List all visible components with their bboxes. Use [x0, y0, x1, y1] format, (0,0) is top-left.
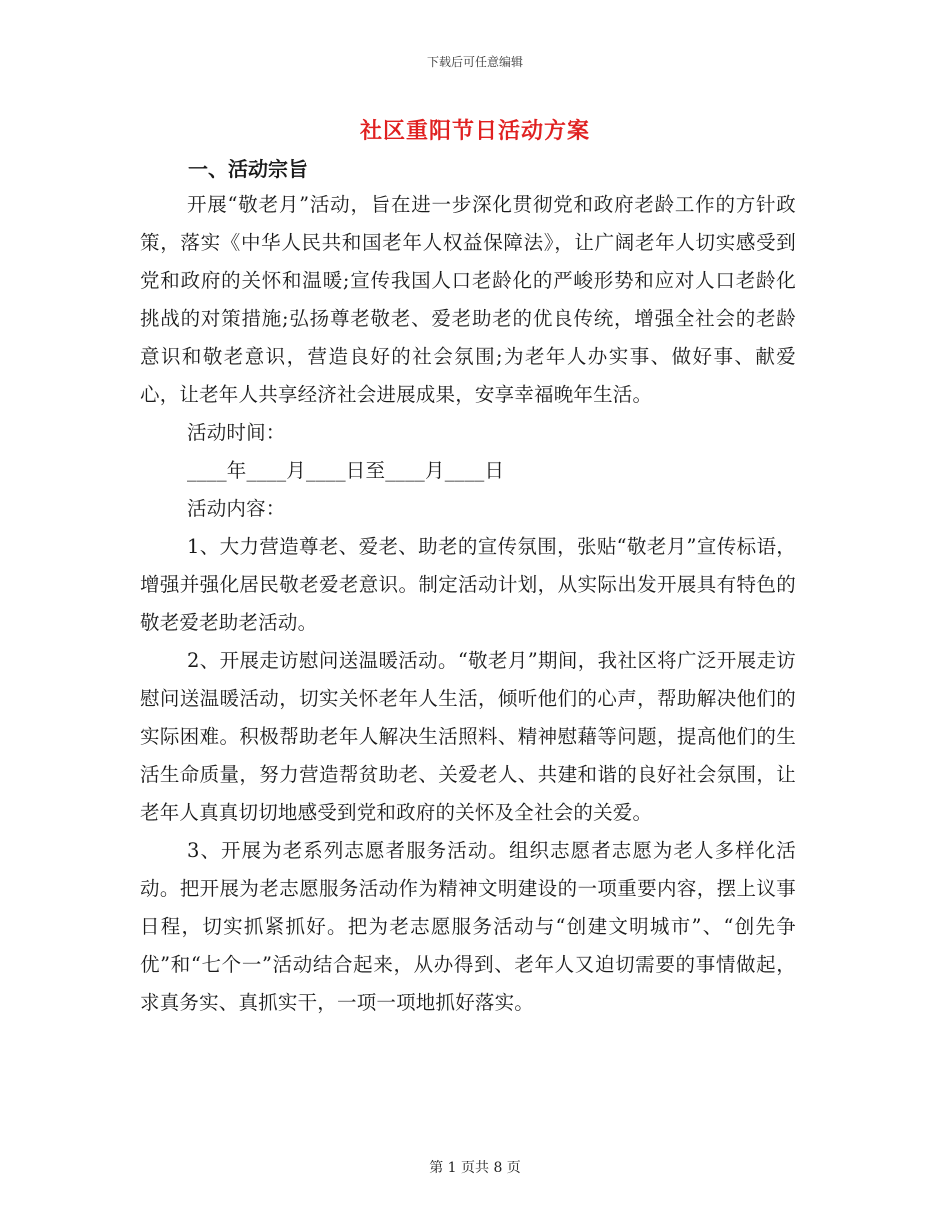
- content-item-3: 3、开展为老系列志愿者服务活动。组织志愿者志愿为老人多样化活动。把开展为老志愿服务活动作为精神文明建设的一项重要内容，摆上议事日程，切实抓紧抓好。把为老志愿服务活动与“创建文明城市”、“创先争优”和“七个一”活动结合起来，从办得到、老年人又迫切需要的事情做起，求真务实、真抓实干，一项一项地抓好落实。: [140, 839, 796, 1014]
- content-item-2: 2、开展走访慰问送温暖活动。“敬老月”期间，我社区将广泛开展走访慰问送温暖活动，切实关怀老年人生活，倾听他们的心声，帮助解决他们的实际困难。积极帮助老年人解决生活照料、精神慰藉等问题，提高他们的生活生命质量，努力营造帮贫助老、关爱老人、共建和谐的良好社会氛围，让老年人真真切切地感受到党和政府的关怀及全社会的关爱。: [140, 649, 796, 824]
- activity-time-value: ____年____月____日至____月____日: [187, 459, 505, 482]
- document-title: 社区重阳节日活动方案: [359, 118, 590, 144]
- section-heading: 一、活动宗旨: [188, 157, 308, 181]
- document-body: [140, 152, 796, 1022]
- header-note: 下载后可任意编辑: [426, 55, 523, 69]
- purpose-paragraph: 开展“敬老月”活动，旨在进一步深化贯彻党和政府老龄工作的方针政策，落实《中华人民共和国老年人权益保障法》，让广阔老年人切实感受到党和政府的关怀和温暖;宣传我国人口老龄化的严峻形势和应对人口老龄化挑战的对策措施;弘扬尊老敬老、爱老助老的优良传统，增强全社会的老龄意识和敬老意识，营造良好的社会氛围;为老年人办实事、做好事、献爱心，让老年人共享经济社会进展成果，安享幸福晚年生活。: [140, 193, 796, 406]
- page-footer: 第 1 页共 8 页: [429, 1160, 521, 1176]
- activity-time-label: 活动时间：: [187, 421, 286, 444]
- activity-content-label: 活动内容：: [187, 497, 286, 520]
- content-item-1: 1、大力营造尊老、爱老、助老的宣传氛围，张贴“敬老月”宣传标语，增强并强化居民敬老爱老意识。制定活动计划，从实际出发开展具有特色的敬老爱老助老活动。: [140, 535, 796, 634]
